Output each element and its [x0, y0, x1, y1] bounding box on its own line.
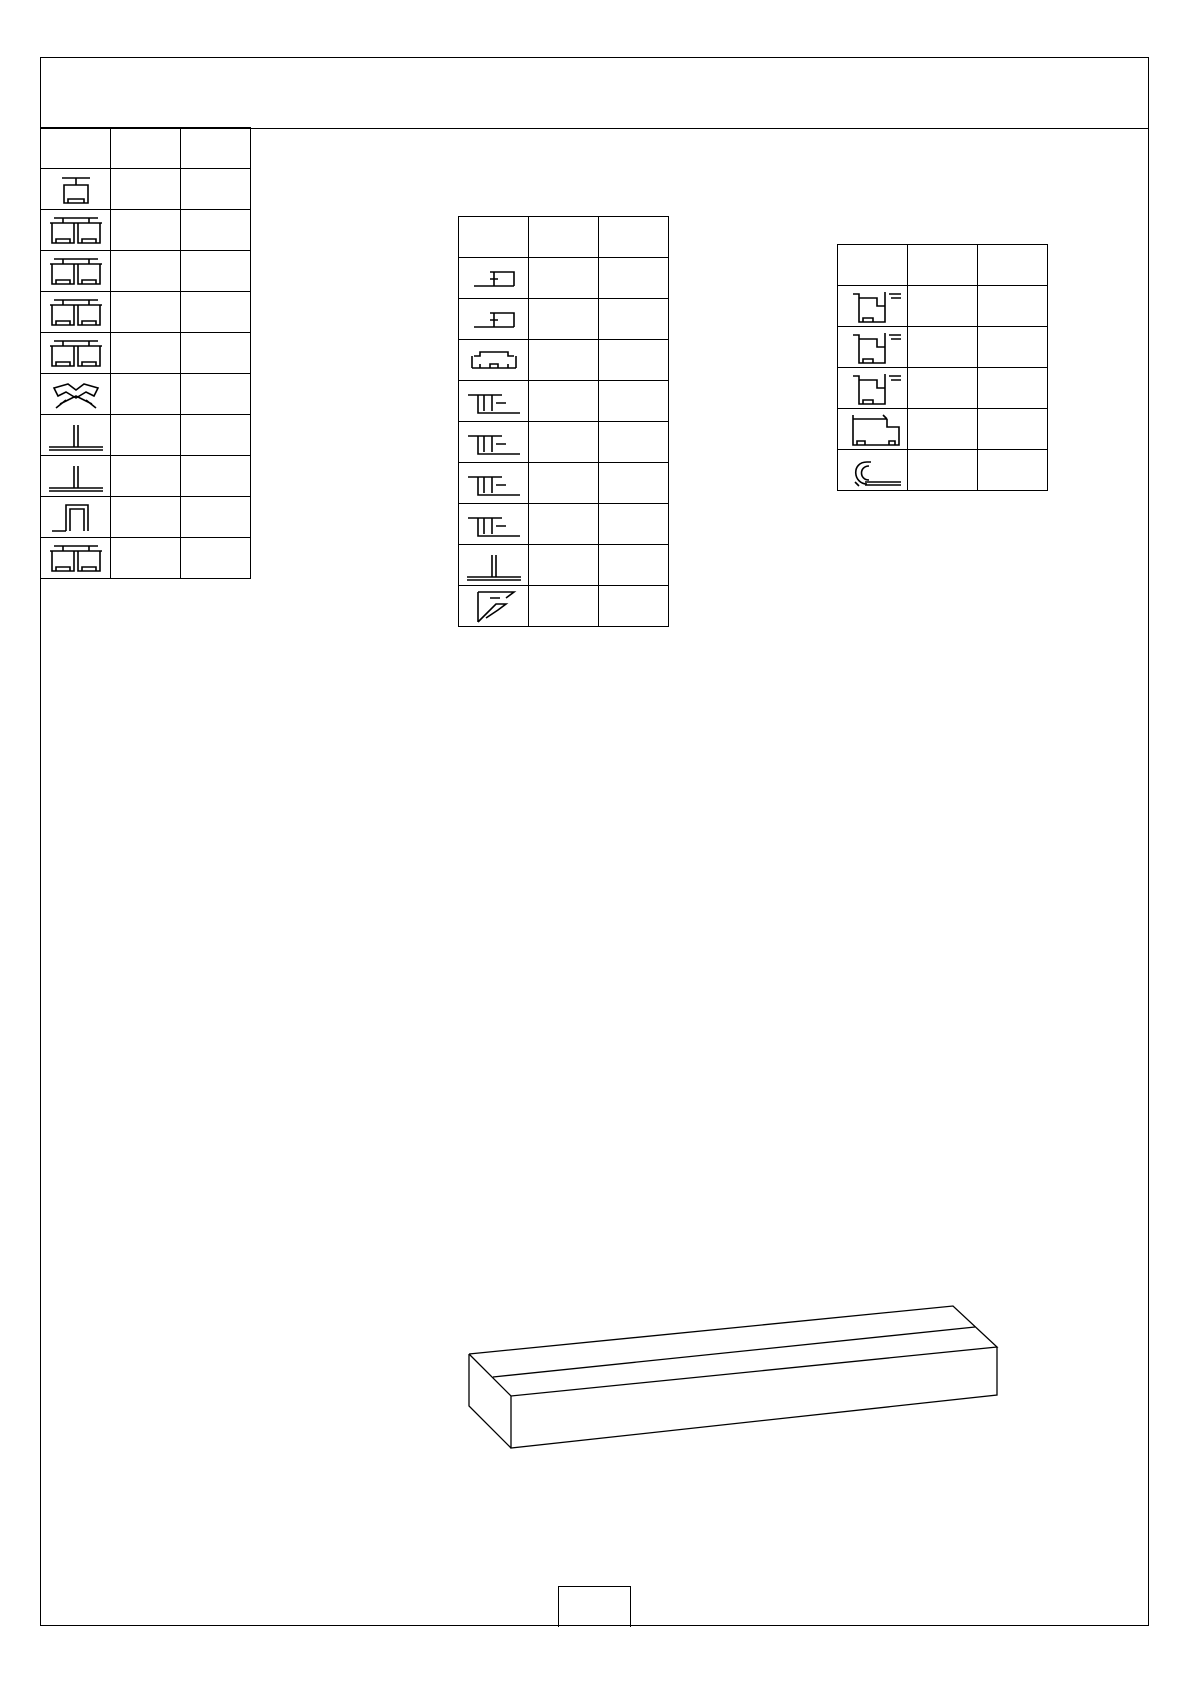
profile-cell [41, 169, 111, 210]
table-cell [599, 422, 669, 463]
table-cell [111, 251, 181, 292]
double-channel-profile-icon [48, 212, 104, 248]
parts-table-right [837, 244, 1048, 491]
table-cell [529, 586, 599, 627]
table-cell [599, 545, 669, 586]
page-number-box [558, 1586, 631, 1627]
table-header-row [459, 217, 669, 258]
stepped-channel-profile-icon [466, 383, 522, 419]
table-row [459, 504, 669, 545]
t-bar-profile-icon [48, 458, 104, 494]
table-cell [111, 415, 181, 456]
box-frame-profile-icon [845, 370, 901, 406]
table-cell [111, 374, 181, 415]
table-cell [111, 333, 181, 374]
table-cell [978, 409, 1048, 450]
header-area [41, 58, 1148, 129]
table-cell [529, 463, 599, 504]
table-cell [529, 504, 599, 545]
table-cell [599, 504, 669, 545]
table-row [41, 333, 251, 374]
profile-cell [41, 497, 111, 538]
table-cell [978, 450, 1048, 491]
table-cell [111, 292, 181, 333]
table-header-cell [41, 128, 111, 169]
profile-cell [41, 210, 111, 251]
table-cell [111, 210, 181, 251]
table-cell [978, 286, 1048, 327]
grooved-beam-icon [461, 1298, 1001, 1458]
profile-cell [838, 327, 908, 368]
table-cell [529, 545, 599, 586]
t-bar-profile-icon [466, 547, 522, 583]
table-header-row [41, 128, 251, 169]
double-channel-profile-icon [48, 294, 104, 330]
table-row [459, 258, 669, 299]
table-cell [978, 327, 1048, 368]
profile-cell [41, 415, 111, 456]
profile-cell [459, 299, 529, 340]
table-cell [181, 292, 251, 333]
table-row [41, 374, 251, 415]
profile-cell [41, 374, 111, 415]
stepped-channel-profile-icon [466, 465, 522, 501]
profile-cell [838, 450, 908, 491]
table-header-cell [838, 245, 908, 286]
table-cell [529, 299, 599, 340]
table-cell [529, 381, 599, 422]
table-row [459, 340, 669, 381]
table-cell [111, 497, 181, 538]
stepped-channel-profile-icon [466, 506, 522, 542]
side-channel-profile-icon [466, 301, 522, 337]
table-cell [908, 327, 978, 368]
profile-cell [459, 545, 529, 586]
table-header-cell [181, 128, 251, 169]
table-row [838, 368, 1048, 409]
table-row [41, 497, 251, 538]
table-cell [181, 497, 251, 538]
table-row [459, 586, 669, 627]
profile-cell [459, 258, 529, 299]
profile-cell [41, 456, 111, 497]
profile-cell [459, 586, 529, 627]
wall-channel-profile-icon [48, 499, 104, 535]
table-cell [181, 415, 251, 456]
table-cell [181, 374, 251, 415]
box-frame-profile-icon [845, 329, 901, 365]
table-cell [181, 538, 251, 579]
table-row [41, 538, 251, 579]
side-channel-profile-icon [466, 260, 522, 296]
table-row [41, 456, 251, 497]
page-frame [40, 57, 1149, 1626]
profile-cell [459, 340, 529, 381]
table-row [459, 422, 669, 463]
table-cell [978, 368, 1048, 409]
t-bar-profile-icon [48, 417, 104, 453]
table-cell [599, 299, 669, 340]
table-cell [181, 456, 251, 497]
table-cell [908, 286, 978, 327]
wide-box-profile-icon [845, 411, 901, 447]
table-cell [599, 463, 669, 504]
table-row [41, 169, 251, 210]
table-row [838, 409, 1048, 450]
table-cell [529, 258, 599, 299]
profile-cell [838, 409, 908, 450]
table-header-cell [978, 245, 1048, 286]
table-cell [599, 586, 669, 627]
box-frame-profile-icon [845, 288, 901, 324]
table-cell [181, 169, 251, 210]
profile-cell [838, 368, 908, 409]
table-header-cell [599, 217, 669, 258]
profile-cell [41, 538, 111, 579]
table-row [459, 381, 669, 422]
table-row [41, 251, 251, 292]
table-header-cell [908, 245, 978, 286]
table-row [41, 415, 251, 456]
table-cell [111, 169, 181, 210]
table-row [459, 545, 669, 586]
profile-cell [459, 381, 529, 422]
profile-cell [459, 463, 529, 504]
table-cell [908, 409, 978, 450]
table-cell [599, 258, 669, 299]
table-row [838, 450, 1048, 491]
parts-table-middle [458, 216, 669, 627]
parts-table-left [40, 127, 251, 579]
profile-cell [459, 422, 529, 463]
double-channel-profile-icon [48, 253, 104, 289]
table-header-cell [529, 217, 599, 258]
table-cell [529, 422, 599, 463]
profile-cell [41, 292, 111, 333]
table-row [838, 286, 1048, 327]
t-channel-single-profile-icon [48, 171, 104, 207]
profile-cell [41, 251, 111, 292]
hook-profile-icon [845, 452, 901, 488]
profile-cell [459, 504, 529, 545]
bottom-channel-profile-icon [466, 342, 522, 378]
table-cell [599, 340, 669, 381]
table-cell [908, 450, 978, 491]
table-cell [908, 368, 978, 409]
table-cell [111, 456, 181, 497]
table-header-cell [459, 217, 529, 258]
table-row [459, 299, 669, 340]
table-cell [599, 381, 669, 422]
table-cell [181, 210, 251, 251]
table-header-row [838, 245, 1048, 286]
table-row [459, 463, 669, 504]
table-cell [181, 251, 251, 292]
double-channel-profile-icon [48, 540, 104, 576]
table-row [838, 327, 1048, 368]
table-header-cell [111, 128, 181, 169]
table-cell [181, 333, 251, 374]
table-row [41, 210, 251, 251]
table-cell [111, 538, 181, 579]
profile-cell [41, 333, 111, 374]
profile-cell [838, 286, 908, 327]
corner-profile-icon [466, 588, 522, 624]
table-row [41, 292, 251, 333]
double-channel-profile-icon [48, 335, 104, 371]
angled-channel-profile-icon [48, 376, 104, 412]
table-cell [529, 340, 599, 381]
stepped-channel-profile-icon [466, 424, 522, 460]
